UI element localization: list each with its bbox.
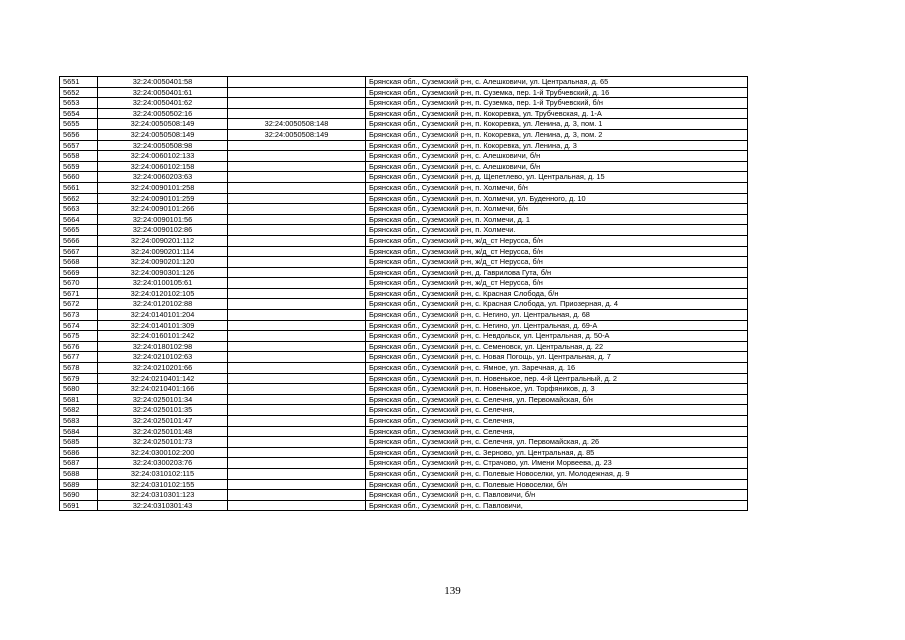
cadastral-number-cell: 32:24:0250101:73 [98,437,228,448]
row-number-cell: 5656 [60,129,98,140]
table-row [60,151,748,162]
cadastral-number-cell: 32:24:0090301:126 [98,267,228,278]
row-number-cell: 5684 [60,426,98,437]
cadastral-number-cell: 32:24:0180102:98 [98,341,228,352]
page-number: 139 [444,585,461,597]
related-cadastral-number-cell [228,310,366,321]
address-cell: Брянская обл., Суземский р-н, ж/д_ст Нерусса, б/н [366,246,748,257]
row-number-cell: 5679 [60,373,98,384]
cadastral-number-cell: 32:24:0050401:62 [98,98,228,109]
cadastral-number-cell: 32:24:0090201:114 [98,246,228,257]
related-cadastral-number-cell [228,426,366,437]
cadastral-number-cell: 32:24:0050401:61 [98,87,228,98]
cadastral-number-cell: 32:24:0060203:63 [98,172,228,183]
address-cell: Брянская обл., Суземский р-н, с. Селечня, [366,405,748,416]
row-number-cell: 5672 [60,299,98,310]
cadastral-number-cell: 32:24:0310301:123 [98,490,228,501]
table-row [60,384,748,395]
related-cadastral-number-cell [228,500,366,511]
cadastral-number-cell: 32:24:0060102:158 [98,161,228,172]
related-cadastral-number-cell [228,204,366,215]
address-cell: Брянская обл., Суземский р-н, с. Негино, ул. Центральная, д. 69-А [366,320,748,331]
table-row [60,458,748,469]
row-number-cell: 5658 [60,151,98,162]
cadastral-number-cell: 32:24:0050401:58 [98,77,228,88]
related-cadastral-number-cell: 32:24:0050508:148 [228,119,366,130]
row-number-cell: 5675 [60,331,98,342]
related-cadastral-number-cell [228,331,366,342]
cadastral-number-cell: 32:24:0250101:34 [98,394,228,405]
row-number-cell: 5673 [60,310,98,321]
cadastral-number-cell: 32:24:0210201:66 [98,363,228,374]
related-cadastral-number-cell [228,320,366,331]
related-cadastral-number-cell [228,416,366,427]
address-cell: Брянская обл., Суземский р-н, с. Невдольск, ул. Центральная, д. 50-А [366,331,748,342]
related-cadastral-number-cell [228,468,366,479]
table-row [60,129,748,140]
cadastral-number-cell: 32:24:0090101:266 [98,204,228,215]
related-cadastral-number-cell [228,161,366,172]
table-row [60,257,748,268]
address-cell: Брянская обл., Суземский р-н, с. Селечня, ул. Первомайская, д. 26 [366,437,748,448]
related-cadastral-number-cell [228,246,366,257]
address-cell: Брянская обл., Суземский р-н, с. Павловичи, [366,500,748,511]
table-row [60,479,748,490]
address-cell: Брянская обл., Суземский р-н, с. Зерново, ул. Центральная, д. 85 [366,447,748,458]
cadastral-number-cell: 32:24:0160101:242 [98,331,228,342]
address-cell: Брянская обл., Суземский р-н, п. Новенькое, пер. 4-й Центральный, д. 2 [366,373,748,384]
table-row [60,352,748,363]
related-cadastral-number-cell [228,447,366,458]
row-number-cell: 5652 [60,87,98,98]
cadastral-number-cell: 32:24:0310102:115 [98,468,228,479]
table-row [60,331,748,342]
address-cell: Брянская обл., Суземский р-н, с. Красная Слобода, ул. Приозерная, д. 4 [366,299,748,310]
related-cadastral-number-cell [228,352,366,363]
table-row [60,394,748,405]
row-number-cell: 5683 [60,416,98,427]
address-cell: Брянская обл., Суземский р-н, д. Гаврилова Гута, б/н [366,267,748,278]
table-row [60,214,748,225]
row-number-cell: 5680 [60,384,98,395]
address-cell: Брянская обл., Суземский р-н, ж/д_ст Нерусса, б/н [366,257,748,268]
address-cell: Брянская обл., Суземский р-н, с. Селечня, ул. Первомайская, б/н [366,394,748,405]
cadastral-number-cell: 32:24:0120102:105 [98,288,228,299]
related-cadastral-number-cell [228,363,366,374]
row-number-cell: 5688 [60,468,98,479]
table-row [60,500,748,511]
related-cadastral-number-cell [228,225,366,236]
address-cell: Брянская обл., Суземский р-н, п. Кокоревка, ул. Ленина, д. 3, пом. 2 [366,129,748,140]
address-cell: Брянская обл., Суземский р-н, с. Полевые Новоселки, б/н [366,479,748,490]
related-cadastral-number-cell [228,172,366,183]
row-number-cell: 5670 [60,278,98,289]
table-row [60,172,748,183]
address-cell: Брянская обл., Суземский р-н, д. Щепетлево, ул. Центральная, д. 15 [366,172,748,183]
table-row [60,416,748,427]
table-row [60,320,748,331]
row-number-cell: 5660 [60,172,98,183]
cadastral-number-cell: 32:24:0060102:133 [98,151,228,162]
row-number-cell: 5663 [60,204,98,215]
row-number-cell: 5669 [60,267,98,278]
table-body [60,77,748,511]
table-row [60,119,748,130]
address-cell: Брянская обл., Суземский р-н, с. Селечня, [366,416,748,427]
table-row [60,193,748,204]
row-number-cell: 5662 [60,193,98,204]
address-cell: Брянская обл., Суземский р-н, п. Кокоревка, ул. Ленина, д. 3, пом. 1 [366,119,748,130]
address-cell: Брянская обл., Суземский р-н, п. Кокоревка, ул. Ленина, д. 3 [366,140,748,151]
row-number-cell: 5686 [60,447,98,458]
address-cell: Брянская обл., Суземский р-н, п. Суземка, пер. 1-й Трубчевский, д. 16 [366,87,748,98]
related-cadastral-number-cell [228,288,366,299]
address-cell: Брянская обл., Суземский р-н, с. Негино, ул. Центральная, д. 68 [366,310,748,321]
table-row [60,204,748,215]
address-cell: Брянская обл., Суземский р-н, п. Суземка, пер. 1-й Трубчевский, б/н [366,98,748,109]
cadastral-number-cell: 32:24:0250101:48 [98,426,228,437]
table-row [60,288,748,299]
row-number-cell: 5689 [60,479,98,490]
cadastral-number-cell: 32:24:0050502:16 [98,108,228,119]
cadastral-number-cell: 32:24:0310301:43 [98,500,228,511]
cadastral-number-cell: 32:24:0050508:149 [98,129,228,140]
row-number-cell: 5668 [60,257,98,268]
table-row [60,363,748,374]
related-cadastral-number-cell [228,257,366,268]
table-row [60,108,748,119]
address-cell: Брянская обл., Суземский р-н, с. Алешковичи, б/н [366,151,748,162]
cadastral-number-cell: 32:24:0210102:63 [98,352,228,363]
related-cadastral-number-cell [228,278,366,289]
address-cell: Брянская обл., Суземский р-н, п. Холмечи. [366,225,748,236]
cadastral-number-cell: 32:24:0090101:258 [98,182,228,193]
related-cadastral-number-cell [228,77,366,88]
cadastral-number-cell: 32:24:0090101:56 [98,214,228,225]
related-cadastral-number-cell [228,490,366,501]
cadastral-number-cell: 32:24:0120102:88 [98,299,228,310]
cadastral-number-cell: 32:24:0140101:309 [98,320,228,331]
related-cadastral-number-cell [228,373,366,384]
address-cell: Брянская обл., Суземский р-н, ж/д_ст Нерусса, б/н [366,235,748,246]
cadastral-number-cell: 32:24:0090201:112 [98,235,228,246]
address-cell: Брянская обл., Суземский р-н, с. Алешковичи, б/н [366,161,748,172]
related-cadastral-number-cell [228,458,366,469]
related-cadastral-number-cell [228,394,366,405]
row-number-cell: 5665 [60,225,98,236]
table-row [60,77,748,88]
table-row [60,87,748,98]
related-cadastral-number-cell [228,235,366,246]
table-row [60,490,748,501]
address-cell: Брянская обл., Суземский р-н, п. Холмечи, б/н [366,204,748,215]
table-row [60,405,748,416]
related-cadastral-number-cell [228,140,366,151]
table-row [60,140,748,151]
row-number-cell: 5666 [60,235,98,246]
cadastral-number-cell: 32:24:0310102:155 [98,479,228,490]
property-register-table [59,76,748,511]
table-row [60,437,748,448]
row-number-cell: 5654 [60,108,98,119]
row-number-cell: 5687 [60,458,98,469]
table-row [60,267,748,278]
row-number-cell: 5671 [60,288,98,299]
address-cell: Брянская обл., Суземский р-н, с. Новая Погощь, ул. Центральная, д. 7 [366,352,748,363]
cadastral-number-cell: 32:24:0050508:149 [98,119,228,130]
address-cell: Брянская обл., Суземский р-н, с. Павловичи, б/н [366,490,748,501]
related-cadastral-number-cell [228,98,366,109]
row-number-cell: 5682 [60,405,98,416]
row-number-cell: 5685 [60,437,98,448]
related-cadastral-number-cell [228,267,366,278]
table-row [60,98,748,109]
row-number-cell: 5664 [60,214,98,225]
row-number-cell: 5674 [60,320,98,331]
related-cadastral-number-cell [228,182,366,193]
table-row [60,426,748,437]
address-cell: Брянская обл., Суземский р-н, п. Кокоревка, ул. Трубчевская, д. 1-А [366,108,748,119]
table-row [60,310,748,321]
related-cadastral-number-cell [228,405,366,416]
table-row [60,235,748,246]
row-number-cell: 5681 [60,394,98,405]
related-cadastral-number-cell [228,384,366,395]
related-cadastral-number-cell [228,87,366,98]
row-number-cell: 5677 [60,352,98,363]
related-cadastral-number-cell [228,479,366,490]
cadastral-number-cell: 32:24:0210401:142 [98,373,228,384]
related-cadastral-number-cell [228,108,366,119]
address-cell: Брянская обл., Суземский р-н, с. Алешковичи, ул. Центральная, д. 65 [366,77,748,88]
related-cadastral-number-cell [228,437,366,448]
cadastral-number-cell: 32:24:0090102:86 [98,225,228,236]
row-number-cell: 5661 [60,182,98,193]
table-row [60,278,748,289]
cadastral-number-cell: 32:24:0300102:200 [98,447,228,458]
cadastral-number-cell: 32:24:0140101:204 [98,310,228,321]
address-cell: Брянская обл., Суземский р-н, с. Ямное, ул. Заречная, д. 16 [366,363,748,374]
address-cell: Брянская обл., Суземский р-н, п. Холмечи, б/н [366,182,748,193]
cadastral-number-cell: 32:24:0250101:35 [98,405,228,416]
address-cell: Брянская обл., Суземский р-н, с. Полевые Новоселки, ул. Молодежная, д. 9 [366,468,748,479]
address-cell: Брянская обл., Суземский р-н, с. Страчово, ул. Имени Морвеева, д. 23 [366,458,748,469]
table-row [60,373,748,384]
related-cadastral-number-cell [228,214,366,225]
table-row [60,225,748,236]
row-number-cell: 5659 [60,161,98,172]
related-cadastral-number-cell [228,193,366,204]
address-cell: Брянская обл., Суземский р-н, с. Красная Слобода, б/н [366,288,748,299]
cadastral-number-cell: 32:24:0090201:120 [98,257,228,268]
address-cell: Брянская обл., Суземский р-н, с. Семеновск, ул. Центральная, д. 22 [366,341,748,352]
address-cell: Брянская обл., Суземский р-н, ж/д_ст Нерусса, б/н [366,278,748,289]
table-row [60,182,748,193]
address-cell: Брянская обл., Суземский р-н, п. Новенькое, ул. Торфяников, д. 3 [366,384,748,395]
cadastral-number-cell: 32:24:0210401:166 [98,384,228,395]
related-cadastral-number-cell [228,299,366,310]
cadastral-number-cell: 32:24:0090101:259 [98,193,228,204]
related-cadastral-number-cell [228,151,366,162]
table-row [60,341,748,352]
row-number-cell: 5676 [60,341,98,352]
row-number-cell: 5678 [60,363,98,374]
cadastral-number-cell: 32:24:0250101:47 [98,416,228,427]
cadastral-number-cell: 32:24:0300203:76 [98,458,228,469]
table-row [60,299,748,310]
row-number-cell: 5651 [60,77,98,88]
address-cell: Брянская обл., Суземский р-н, п. Холмечи, ул. Буденного, д. 10 [366,193,748,204]
address-cell: Брянская обл., Суземский р-н, с. Селечня, [366,426,748,437]
row-number-cell: 5655 [60,119,98,130]
table-row [60,246,748,257]
related-cadastral-number-cell [228,341,366,352]
row-number-cell: 5690 [60,490,98,501]
row-number-cell: 5657 [60,140,98,151]
row-number-cell: 5667 [60,246,98,257]
table-row [60,447,748,458]
row-number-cell: 5653 [60,98,98,109]
related-cadastral-number-cell: 32:24:0050508:149 [228,129,366,140]
cadastral-number-cell: 32:24:0100105:61 [98,278,228,289]
table-row [60,468,748,479]
cadastral-number-cell: 32:24:0050508:98 [98,140,228,151]
address-cell: Брянская обл., Суземский р-н, п. Холмечи, д. 1 [366,214,748,225]
row-number-cell: 5691 [60,500,98,511]
table-row [60,161,748,172]
